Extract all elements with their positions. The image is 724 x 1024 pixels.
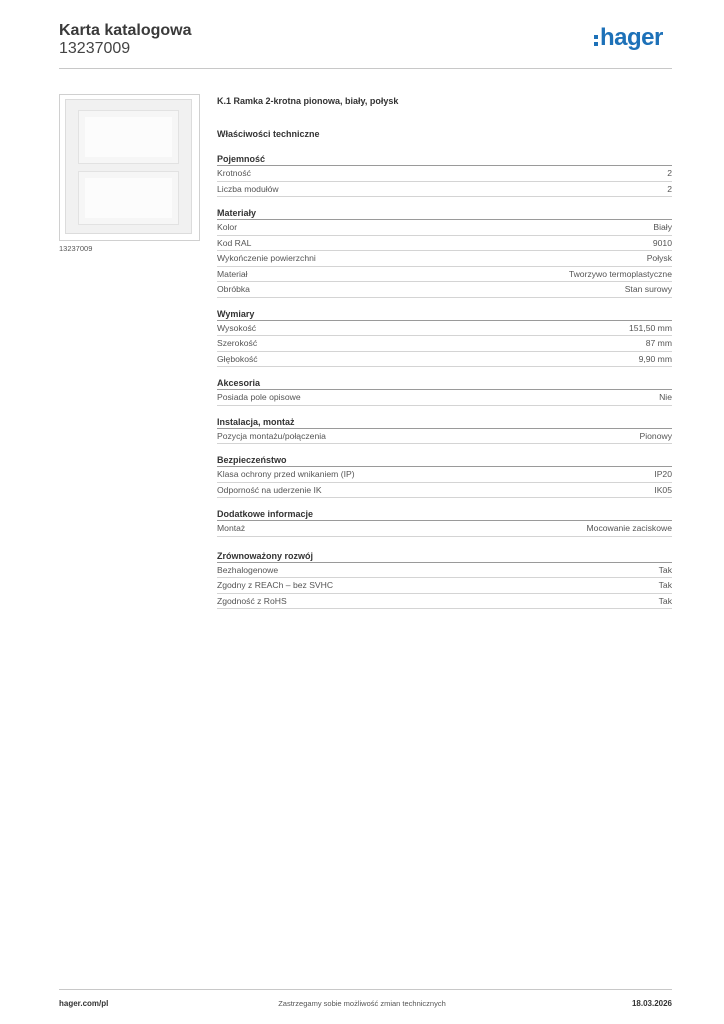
spec-row [217,166,672,182]
spec-label: Głębokość [217,353,258,364]
spec-value: Tak [658,580,672,590]
spec-row [217,594,672,610]
spec-section [217,454,672,498]
spec-row [217,220,672,236]
spec-row [217,251,672,267]
frame-opening-bottom [78,171,179,225]
spec-label: Szerokość [217,338,258,348]
section-title: Dodatkowe informacje [217,508,672,521]
spec-section [217,377,672,406]
section-gap [217,197,672,207]
spec-value: 2 [667,183,672,194]
section-title: Bezpieczeństwo [217,454,672,467]
spec-value: 2 [667,168,672,178]
spec-label: Zgodność z RoHS [217,595,287,606]
spec-row [217,521,672,537]
section-title: Materiały [217,207,672,220]
logo-text: hager [600,24,663,51]
spec-content [217,96,672,609]
spec-label: Wysokość [217,322,257,333]
product-number: 13237009 [59,40,131,57]
product-title: K.1 Ramka 2-krotna pionowa, biały, połysk [217,96,399,106]
spec-value: 9,90 mm [638,353,672,364]
spec-value: IP20 [654,469,672,479]
tech-heading: Właściwości techniczne [217,129,320,139]
spec-section [217,550,672,610]
section-gap [217,367,672,377]
spec-label: Bezhalogenowe [217,564,279,575]
spec-label: Posiada pole opisowe [217,392,301,402]
spec-value: Tak [658,595,672,606]
section-title: Pojemność [217,153,672,166]
spec-value: Mocowanie zaciskowe [586,523,672,533]
spec-label: Krotność [217,168,251,178]
section-gap [217,537,672,550]
spec-label: Obróbka [217,284,250,294]
spec-label: Montaż [217,523,246,533]
spec-label: Klasa ochrony przed wnikaniem (IP) [217,469,355,479]
product-image [59,94,200,241]
hager-logo[interactable] [594,24,672,58]
spec-row [217,321,672,337]
spec-section [217,416,672,445]
spec-row [217,267,672,283]
section-title: Instalacja, montaż [217,416,672,429]
section-title: Akcesoria [217,377,672,390]
footer-disclaimer: Zastrzegamy sobie możliwość zmian technicznych [278,999,446,1008]
spec-label: Wykończenie powierzchni [217,253,316,263]
footer-website-link[interactable]: hager.com/pl [59,999,109,1008]
spec-row [217,429,672,445]
spec-row [217,578,672,594]
spec-value: IK05 [654,484,672,495]
spec-label: Kod RAL [217,237,252,248]
footer-date: 18.03.2026 [631,999,672,1008]
spec-label: Zgodny z REACh – bez SVHC [217,580,334,590]
spec-row [217,563,672,579]
spec-label: Kolor [217,222,238,232]
logo-dots-icon [594,35,599,49]
spec-row [217,483,672,499]
spec-section [217,308,672,368]
spec-row [217,390,672,406]
section-title: Zrównoważony rozwój [217,550,672,563]
spec-value: Tworzywo termoplastyczne [568,268,672,279]
section-gap [217,498,672,508]
page-title: Karta katalogowa [59,22,192,39]
spec-section [217,207,672,298]
spec-value: 151,50 mm [629,322,672,333]
spec-row [217,236,672,252]
spec-section [217,153,672,197]
spec-row [217,336,672,352]
spec-row [217,467,672,483]
spec-label: Liczba modułów [217,183,279,194]
spec-value: Pionowy [639,430,672,441]
frame-illustration [65,99,192,234]
spec-value: Nie [659,392,672,402]
spec-row [217,182,672,198]
footer-divider [59,989,672,990]
spec-label: Pozycja montażu/połączenia [217,430,326,441]
frame-opening-top [78,110,179,164]
section-gap [217,406,672,416]
spec-row [217,282,672,298]
section-gap [217,444,672,454]
spec-value: Tak [658,564,672,575]
spec-value: Stan surowy [624,284,672,294]
section-gap [217,298,672,308]
spec-section [217,508,672,537]
spec-row [217,352,672,368]
spec-value: Połysk [646,253,672,263]
spec-sections [217,153,672,609]
header-divider [59,68,672,69]
spec-value: 9010 [652,237,672,248]
spec-label: Odporność na uderzenie IK [217,484,322,495]
image-caption: 13237009 [59,244,93,253]
spec-value: 87 mm [645,338,672,348]
spec-value: Biały [653,222,672,232]
spec-label: Materiał [217,268,248,279]
section-title: Wymiary [217,308,672,321]
